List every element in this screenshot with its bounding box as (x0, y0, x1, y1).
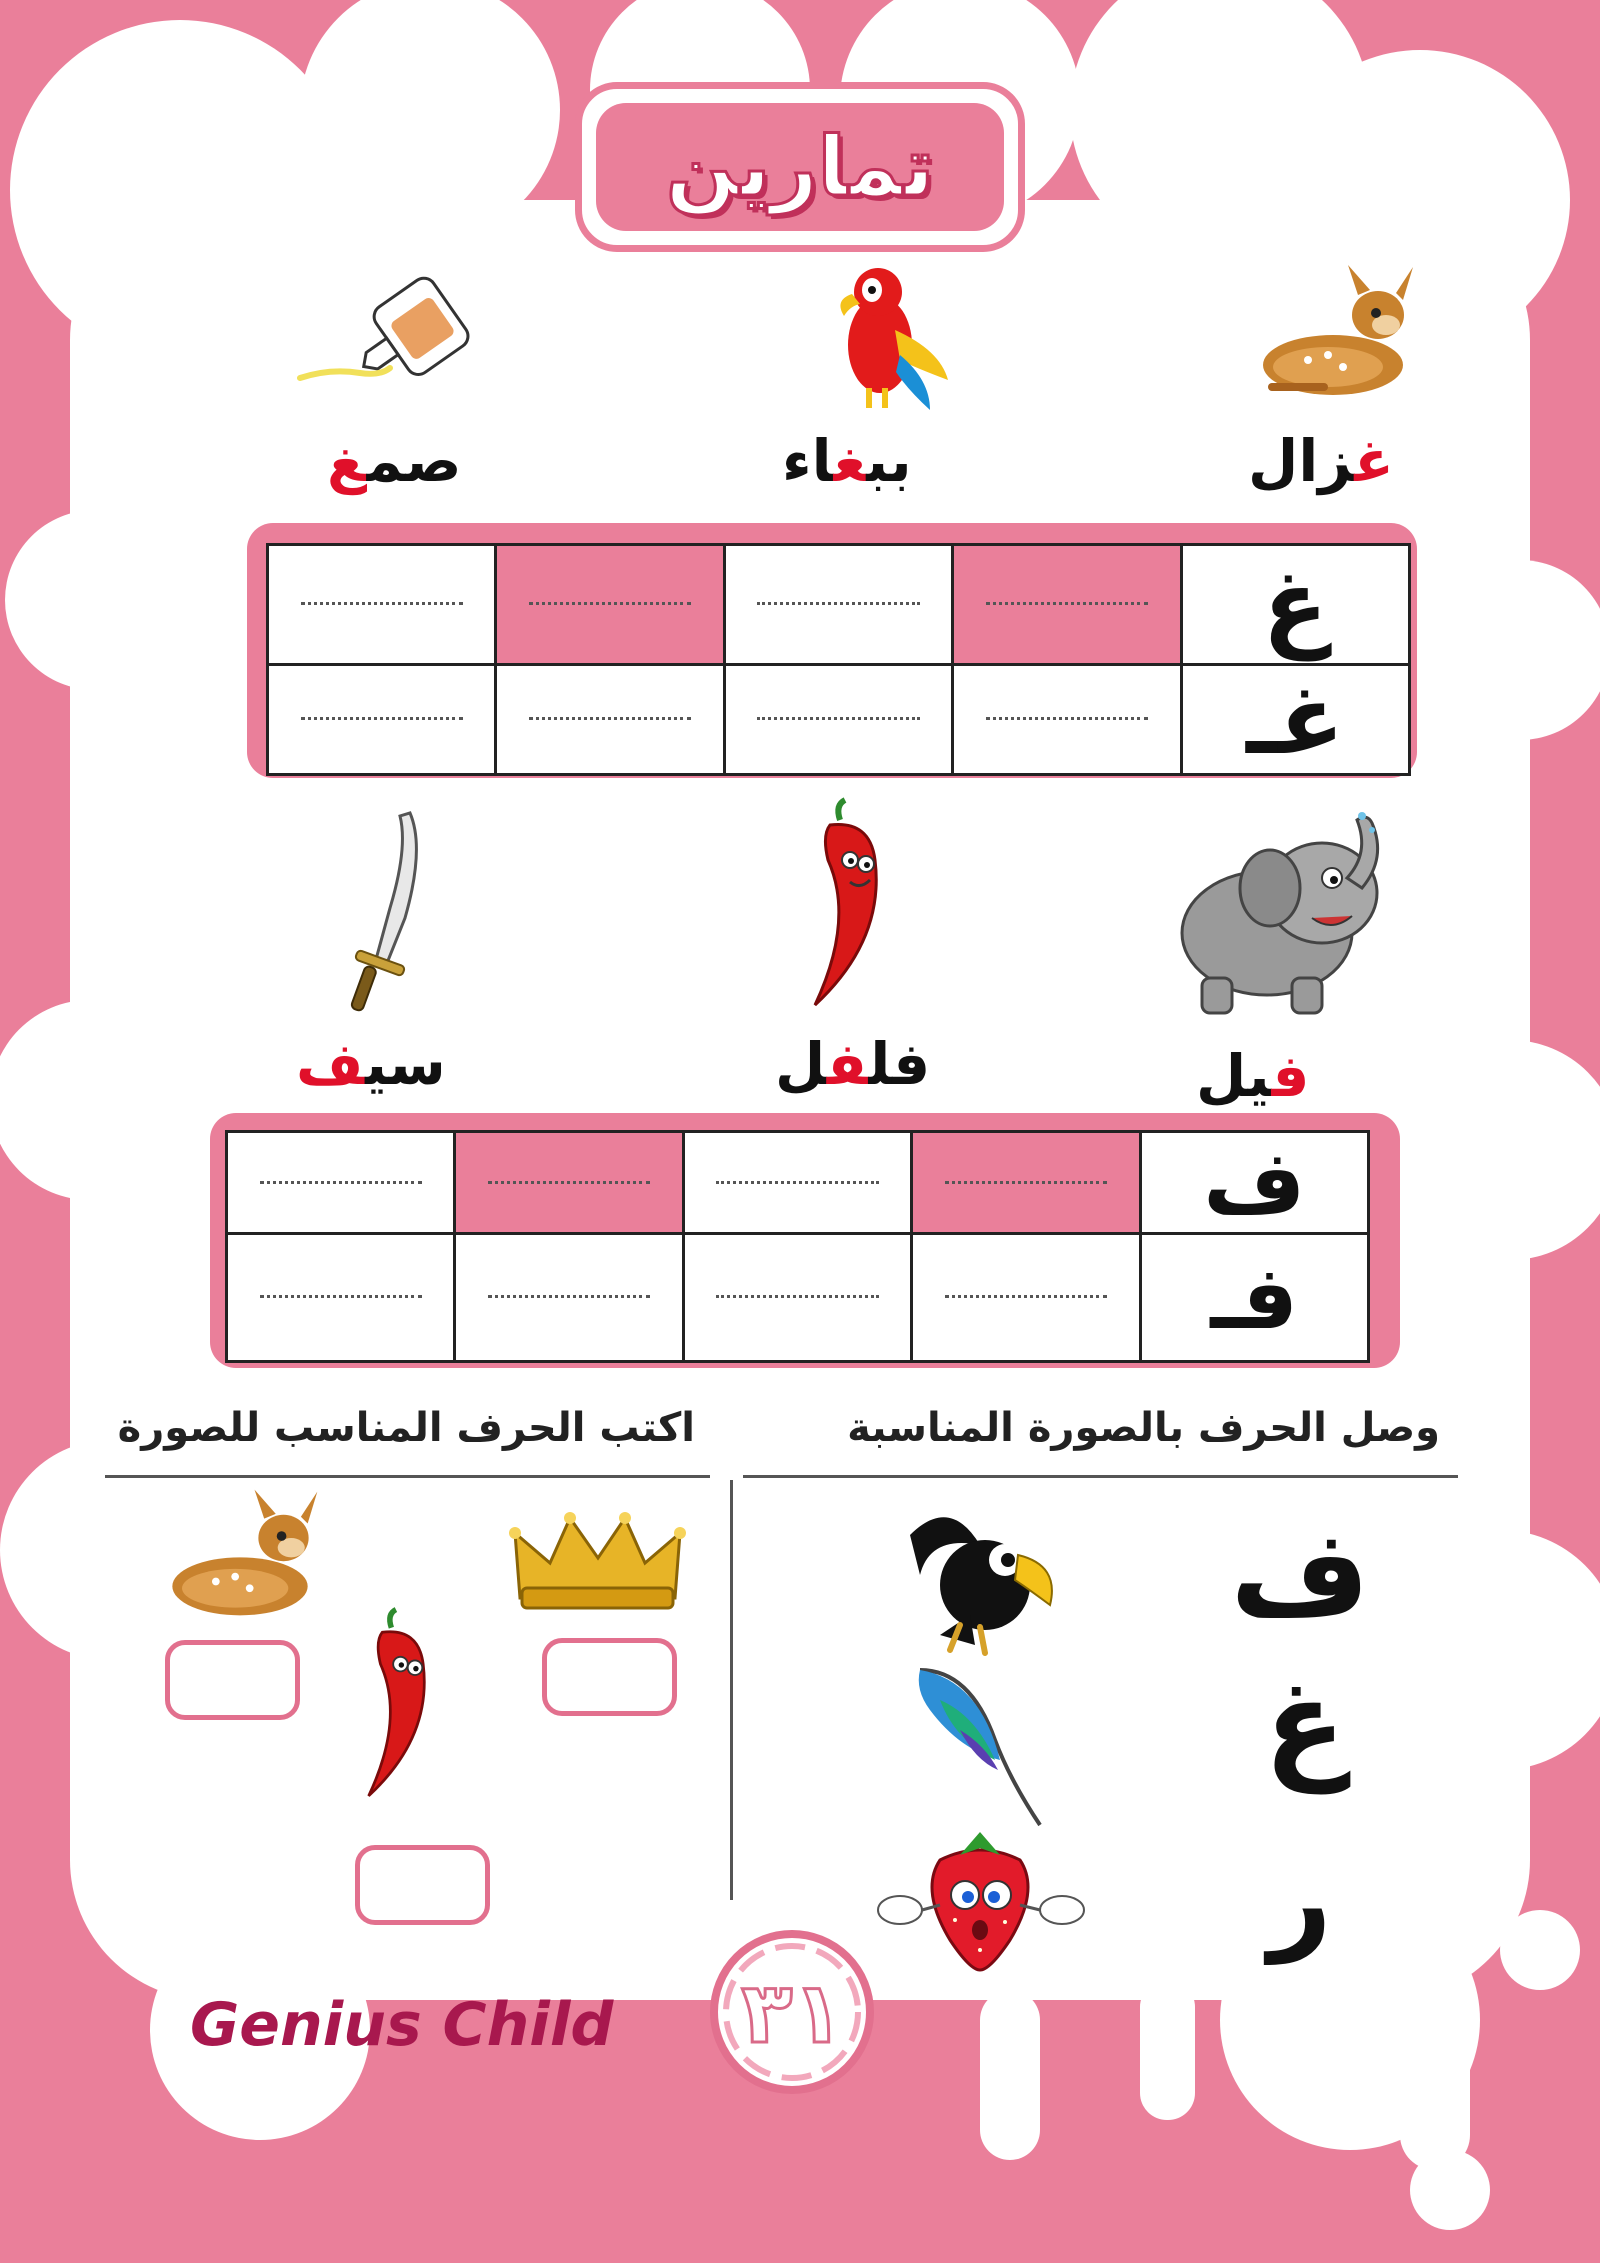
match-letter-fa[interactable]: ف (1230, 1505, 1370, 1644)
word-ghazal: غزال (1248, 427, 1394, 495)
practice-cell[interactable] (912, 1132, 1140, 1234)
letter-practice-grid-fa (225, 1130, 1370, 1363)
answer-box-deer[interactable] (165, 1640, 300, 1720)
practice-cell[interactable] (268, 665, 496, 775)
parrot-icon (820, 260, 950, 415)
strawberry-icon[interactable] (870, 1830, 1090, 1980)
feather-icon[interactable] (900, 1660, 1050, 1830)
match-heading: وصل الحرف بالصورة المناسبة (847, 1405, 1440, 1451)
section-divider (730, 1480, 733, 1900)
practice-cell[interactable] (953, 545, 1181, 665)
practice-cell[interactable] (683, 1132, 911, 1234)
practice-cell[interactable] (912, 1234, 1140, 1362)
page-title-frame (575, 82, 1025, 252)
page-number: ٣١ (741, 1963, 844, 2062)
crown-icon (510, 1508, 685, 1613)
chili-pepper-icon (800, 800, 910, 1010)
practice-cell[interactable] (227, 1234, 455, 1362)
practice-cell[interactable] (496, 545, 724, 665)
match-letter-ghain[interactable]: غ (1264, 1655, 1346, 1794)
practice-cell[interactable] (496, 665, 724, 775)
word-feel: فيل (1196, 1042, 1310, 1110)
letter-ghain-isolated: غ (1181, 545, 1409, 665)
practice-cell[interactable] (683, 1234, 911, 1362)
word-samgh: صمغ (327, 427, 462, 495)
practice-cell[interactable] (953, 665, 1181, 775)
answer-box-crown[interactable] (542, 1638, 677, 1716)
sword-icon (330, 808, 430, 1018)
practice-cell[interactable] (455, 1132, 683, 1234)
deer-icon (1248, 255, 1418, 405)
match-heading-rule (743, 1475, 1458, 1478)
letter-fa-initial: فـ (1140, 1234, 1368, 1362)
word-filfil: فلفل (775, 1030, 931, 1098)
match-letter-ra[interactable]: ر (1268, 1836, 1332, 1964)
chili-pepper-icon (355, 1600, 455, 1810)
practice-cell[interactable] (227, 1132, 455, 1234)
practice-cell[interactable] (724, 545, 952, 665)
write-heading: اكتب الحرف المناسب للصورة (117, 1405, 695, 1451)
word-babbagha: ببغاء (782, 427, 912, 495)
write-heading-rule (105, 1475, 710, 1478)
word-sayf: سيف (296, 1030, 446, 1098)
answer-box-chili[interactable] (355, 1845, 490, 1925)
practice-cell[interactable] (268, 545, 496, 665)
deer-icon (150, 1480, 330, 1625)
crow-icon[interactable] (900, 1495, 1060, 1655)
brand-logo-text: Genius Child (190, 1990, 614, 2060)
elephant-icon (1172, 808, 1397, 1018)
practice-cell[interactable] (724, 665, 952, 775)
letter-practice-grid-ghain (266, 543, 1411, 776)
glue-bottle-icon (290, 268, 485, 403)
practice-cell[interactable] (455, 1234, 683, 1362)
page-title-banner (596, 103, 1004, 231)
page-title: تمارين (665, 119, 935, 215)
page-number-badge (705, 1925, 880, 2100)
letter-fa-isolated: ف (1140, 1132, 1368, 1234)
letter-ghain-initial: غـ (1181, 665, 1409, 775)
